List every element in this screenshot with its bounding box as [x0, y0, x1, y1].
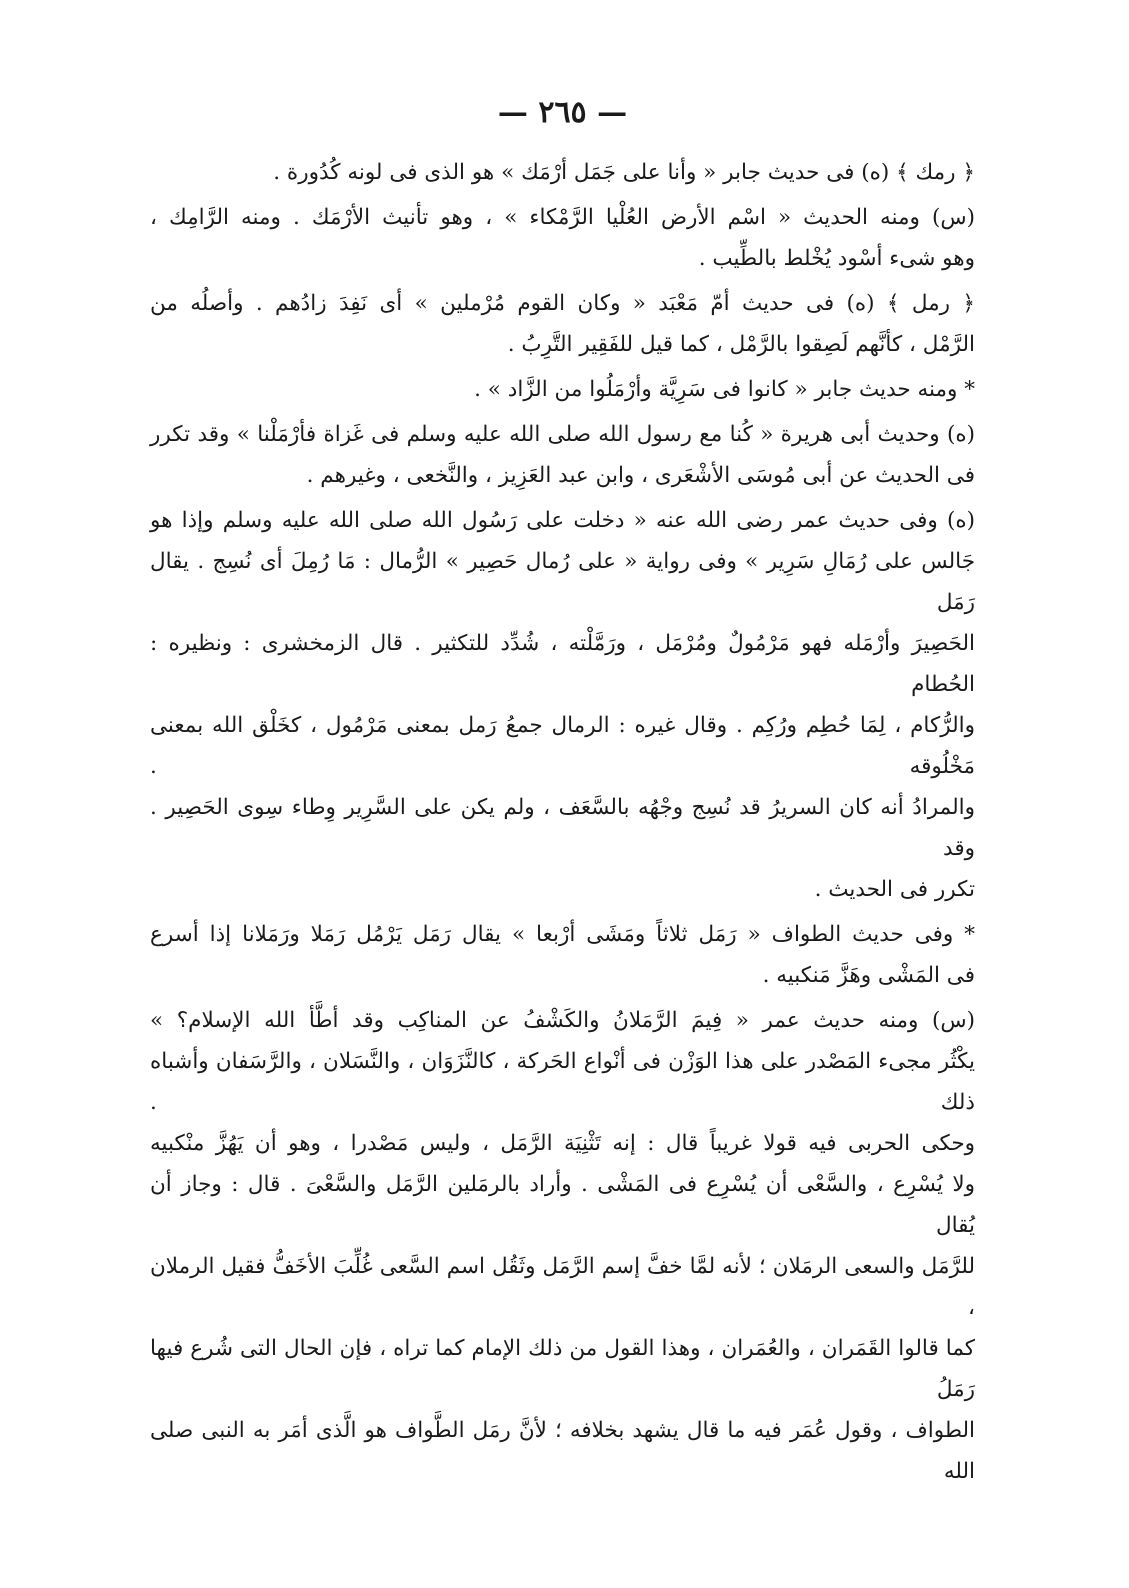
text-line: الحَصِيرَ وأرْمَله فهو مَرْمُولٌ ومُرْمَل ، ورَمَّلْته ، شُدِّد للتكثير . قال الزمخشرى : ونظيره : الحُطام	[150, 631, 975, 697]
paragraph	[150, 1000, 975, 1492]
text-line: يكْثُر مجىء المَصْدر على هذا الوَزْن فى أنْواع الحَركة ، كالنَّزَوَان ، والنَّسَلان ، والرَّسَفان وأشباه ذلك .	[150, 1049, 975, 1115]
document-body	[150, 152, 975, 1492]
text-line: (س) ومنه الحديث « اسْم الأرض العُلْيا الرَّمْكاء » ، وهو تأنيث الأرْمَك . ومنه الرَّامِك ،	[150, 205, 975, 230]
text-line: وحكى الحربى فيه قولا غريباً قال : إنه تَثْنِيَة الرَّمَل ، وليس مَصْدرا ، وهو أن يَهُزَّ منْكبيه	[150, 1131, 975, 1156]
paragraph	[150, 152, 975, 193]
text-line: (ه) وفى حديث عمر رضى الله عنه « دخلت على رَسُول الله صلى الله عليه وسلم وإذا هو	[150, 508, 975, 533]
text-line: وهو شىء أسْود يُخْلط بالطِّيب .	[698, 246, 975, 271]
text-line: ولا يُسْرِع ، والسَّعْى أن يُسْرِع فى المَشْى . وأراد بالرمَلين الرَّمَل والسَّعْىَ . قال : وجاز أن يُقال	[150, 1172, 975, 1238]
text-line: (س) ومنه حديث عمر « فِيمَ الرَّمَلانُ والكَشْفُ عن المناكِب وقد أطَّأ الله الإسلام؟ »	[150, 1008, 975, 1033]
text-line: والرُّكام ، لِمَا حُطِم ورُكِم . وقال غيره : الرمال جمعُ رَمل بمعنى مَرْمُول ، كخَلْق الله بمعنى مَخْلُوقه .	[150, 713, 975, 779]
document-page	[150, 95, 975, 1495]
text-line: ﴿ رمك ﴾ (ه) فى حديث جابر « وأنا على جَمَل أرْمَك » هو الذى فى لونه كُدُورة .	[273, 160, 975, 185]
text-line: الطواف ، وقول عُمَر فيه ما قال يشهد بخلافه ؛ لأنَّ رمَل الطَّواف هو الَّذى أمَر به النبى صلى الله	[150, 1418, 975, 1484]
paragraph	[150, 283, 975, 365]
text-line: (ه) وحديث أبى هريرة « كُنا مع رسول الله صلى الله عليه وسلم فى غَزاة فأرْمَلْنا » وقد تكرر	[150, 422, 975, 447]
text-line: * وفى حديث الطواف « رَمَل ثلاثاً ومَشَى أرْبعا » يقال رَمَل يَرْمُل رَمَلا ورَمَلانا إذا أسرع	[150, 922, 975, 947]
text-line: الرَّمْل ، كأنَّهم لَصِقوا بالرَّمْل ، كما قيل للفَقِير التَّرِبُ .	[507, 332, 975, 357]
text-line: جَالس على رُمَالِ سَرِير » وفى رواية « على رُمال حَصِير » الرُّمال : مَا رُمِلَ أى نُسِج . يقال رَمَل	[150, 549, 975, 615]
paragraph	[150, 414, 975, 496]
text-line: فى الحديث عن أبى مُوسَى الأشْعَرى ، وابن عبد العَزِيز ، والنَّخعى ، وغيرهم .	[306, 463, 975, 488]
text-line: والمرادُ أنه كان السريرُ قد نُسِج وجْهُه بالسَّعَف ، ولم يكن على السَّرِير وِطاء سِوى الحَصِير . وقد	[150, 795, 975, 861]
paragraph	[150, 914, 975, 996]
paragraph	[150, 369, 975, 410]
paragraph	[150, 197, 975, 279]
text-line: تكرر فى الحديث .	[814, 877, 975, 902]
page-number: — ٢٦٥ —	[497, 95, 628, 130]
paragraph	[150, 500, 975, 910]
text-line: ﴿ رمل ﴾ (ه) فى حديث أمّ مَعْبَد « وكان القوم مُرْملين » أى نَفِدَ زادُهم . وأصلُه من	[150, 291, 975, 316]
text-line: للرَّمَل والسعى الرمَلان ؛ لأنه لمَّا خفَّ إسم الرَّمَل وثَقُل اسم السَّعى غُلِّبَ الأخَفُّ فقيل الرملان ،	[150, 1254, 975, 1320]
text-line: كما قالوا القَمَران ، والعُمَران ، وهذا القول من ذلك الإمام كما تراه ، فإن الحال التى شُرع فيها رَمَلُ	[150, 1336, 975, 1402]
text-line: فى المَشْى وهَزَّ مَنكبيه .	[762, 963, 975, 988]
text-line: * ومنه حديث جابر « كانوا فى سَرِيَّة وأرْمَلُوا من الزَّاد » .	[474, 377, 975, 402]
